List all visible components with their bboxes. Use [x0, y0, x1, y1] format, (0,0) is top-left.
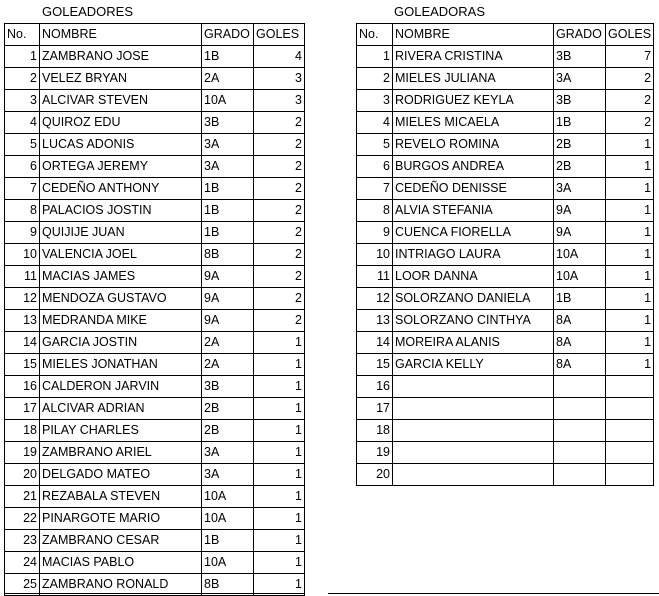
player-name: ORTEGA JEREMY	[40, 156, 202, 178]
row-number: 22	[5, 508, 40, 530]
row-number: 8	[5, 200, 40, 222]
row-number: 4	[5, 112, 40, 134]
grade-cell: 3A	[202, 134, 254, 156]
table-row	[5, 244, 305, 266]
row-number: 3	[5, 90, 40, 112]
player-name: ZAMBRANO JOSE	[40, 46, 202, 68]
table-row	[357, 332, 654, 354]
grade-cell: 2B	[554, 134, 606, 156]
bottom-divider-left	[4, 593, 304, 594]
goals-cell: 2	[254, 288, 305, 310]
goals-cell: 1	[254, 552, 305, 574]
table-row	[5, 464, 305, 486]
grade-cell: 2B	[202, 398, 254, 420]
row-number: 11	[357, 266, 393, 288]
grade-cell	[554, 420, 606, 442]
goals-cell: 1	[606, 244, 654, 266]
goals-cell: 2	[254, 178, 305, 200]
table-row	[5, 222, 305, 244]
grade-cell: 10A	[202, 90, 254, 112]
player-name: SOLORZANO CINTHYA	[393, 310, 554, 332]
table-row	[5, 354, 305, 376]
goals-cell: 1	[254, 530, 305, 552]
row-number: 20	[357, 464, 393, 486]
player-name: LOOR DANNA	[393, 266, 554, 288]
col-header-name: NOMBRE	[393, 24, 554, 46]
player-name: DELGADO MATEO	[40, 464, 202, 486]
goals-cell: 1	[254, 376, 305, 398]
table-row	[5, 530, 305, 552]
player-name	[393, 464, 554, 486]
grade-cell	[554, 442, 606, 464]
grade-cell: 8A	[554, 354, 606, 376]
row-number: 4	[357, 112, 393, 134]
player-name: QUIROZ EDU	[40, 112, 202, 134]
grade-cell: 1B	[202, 46, 254, 68]
goals-cell: 2	[606, 112, 654, 134]
col-header-name: NOMBRE	[40, 24, 202, 46]
grade-cell: 8B	[202, 244, 254, 266]
table-row	[357, 354, 654, 376]
player-name: GARCIA JOSTIN	[40, 332, 202, 354]
table-row	[5, 288, 305, 310]
goals-cell: 1	[254, 486, 305, 508]
player-name: ALVIA STEFANIA	[393, 200, 554, 222]
goals-cell: 4	[254, 46, 305, 68]
table-row	[5, 134, 305, 156]
goals-cell: 1	[606, 332, 654, 354]
player-name: ALCIVAR ADRIAN	[40, 398, 202, 420]
col-header-goals: GOLES	[606, 24, 654, 46]
grade-cell: 10A	[554, 266, 606, 288]
player-name: BURGOS ANDREA	[393, 156, 554, 178]
table-row	[357, 222, 654, 244]
player-name: QUIJIJE JUAN	[40, 222, 202, 244]
goals-cell: 2	[254, 112, 305, 134]
table-row	[357, 90, 654, 112]
player-name: MOREIRA ALANIS	[393, 332, 554, 354]
goals-cell: 2	[254, 244, 305, 266]
grade-cell: 9A	[554, 200, 606, 222]
goals-cell: 1	[606, 156, 654, 178]
row-number: 5	[5, 134, 40, 156]
player-name: MIELES MICAELA	[393, 112, 554, 134]
row-number: 18	[5, 420, 40, 442]
table-row	[357, 376, 654, 398]
grade-cell: 1B	[554, 288, 606, 310]
player-name: INTRIAGO LAURA	[393, 244, 554, 266]
table-row	[357, 420, 654, 442]
row-number: 3	[357, 90, 393, 112]
table-row	[5, 112, 305, 134]
goals-cell: 1	[254, 442, 305, 464]
grade-cell	[554, 398, 606, 420]
col-header-grade: GRADO	[202, 24, 254, 46]
grade-cell: 9A	[554, 222, 606, 244]
player-name	[393, 376, 554, 398]
table-row	[357, 310, 654, 332]
grade-cell: 8A	[554, 332, 606, 354]
row-number: 13	[5, 310, 40, 332]
grade-cell: 3B	[554, 90, 606, 112]
table-row	[357, 200, 654, 222]
row-number: 2	[357, 68, 393, 90]
player-name: CEDEÑO DENISSE	[393, 178, 554, 200]
table-row	[5, 420, 305, 442]
goals-cell: 1	[254, 354, 305, 376]
grade-cell: 10A	[202, 552, 254, 574]
row-number: 21	[5, 486, 40, 508]
goals-cell	[606, 376, 654, 398]
player-name: VALENCIA JOEL	[40, 244, 202, 266]
player-name: REVELO ROMINA	[393, 134, 554, 156]
table-row	[5, 398, 305, 420]
grade-cell: 8A	[554, 310, 606, 332]
grade-cell: 2B	[554, 156, 606, 178]
row-number: 24	[5, 552, 40, 574]
player-name	[393, 442, 554, 464]
player-name	[393, 420, 554, 442]
goals-cell: 1	[606, 288, 654, 310]
grade-cell: 1B	[202, 178, 254, 200]
player-name	[393, 398, 554, 420]
table-row	[5, 508, 305, 530]
grade-cell: 9A	[202, 310, 254, 332]
row-number: 1	[357, 46, 393, 68]
table-row	[5, 266, 305, 288]
grade-cell: 3B	[202, 112, 254, 134]
row-number: 16	[5, 376, 40, 398]
player-name: ZAMBRANO CESAR	[40, 530, 202, 552]
row-number: 20	[5, 464, 40, 486]
row-number: 17	[5, 398, 40, 420]
row-number: 15	[5, 354, 40, 376]
table-row	[357, 464, 654, 486]
header-row	[5, 24, 305, 46]
row-number: 25	[5, 574, 40, 596]
table-row	[357, 156, 654, 178]
header-row	[357, 24, 654, 46]
player-name: MIELES JULIANA	[393, 68, 554, 90]
player-name: RODRIGUEZ KEYLA	[393, 90, 554, 112]
player-name: CEDEÑO ANTHONY	[40, 178, 202, 200]
grade-cell: 2B	[202, 420, 254, 442]
row-number: 9	[357, 222, 393, 244]
table-row	[357, 244, 654, 266]
row-number: 16	[357, 376, 393, 398]
row-number: 9	[5, 222, 40, 244]
grade-cell: 1B	[202, 222, 254, 244]
row-number: 10	[357, 244, 393, 266]
goleadoras-table-body	[357, 24, 654, 486]
row-number: 13	[357, 310, 393, 332]
table-row	[357, 288, 654, 310]
table-row	[357, 112, 654, 134]
grade-cell: 1B	[202, 530, 254, 552]
goals-cell: 3	[254, 90, 305, 112]
table-row	[5, 486, 305, 508]
row-number: 7	[5, 178, 40, 200]
goals-cell: 2	[254, 134, 305, 156]
row-number: 12	[5, 288, 40, 310]
table-row	[357, 68, 654, 90]
grade-cell: 10A	[202, 508, 254, 530]
grade-cell: 3B	[554, 46, 606, 68]
player-name: ZAMBRANO RONALD	[40, 574, 202, 596]
grade-cell: 1B	[202, 200, 254, 222]
row-number: 12	[357, 288, 393, 310]
grade-cell: 9A	[202, 266, 254, 288]
row-number: 15	[357, 354, 393, 376]
goals-cell: 2	[254, 200, 305, 222]
row-number: 6	[357, 156, 393, 178]
player-name: VELEZ BRYAN	[40, 68, 202, 90]
goals-cell: 2	[606, 68, 654, 90]
row-number: 7	[357, 178, 393, 200]
col-header-grade: GRADO	[554, 24, 606, 46]
player-name: CALDERON JARVIN	[40, 376, 202, 398]
player-name: ZAMBRANO ARIEL	[40, 442, 202, 464]
row-number: 5	[357, 134, 393, 156]
player-name: MIELES JONATHAN	[40, 354, 202, 376]
row-number: 18	[357, 420, 393, 442]
table-row	[357, 134, 654, 156]
grade-cell: 2A	[202, 68, 254, 90]
grade-cell: 3A	[554, 178, 606, 200]
goals-cell: 1	[606, 200, 654, 222]
table-row	[5, 200, 305, 222]
goals-cell: 1	[606, 266, 654, 288]
table-row	[5, 442, 305, 464]
grade-cell: 10A	[554, 244, 606, 266]
goals-cell: 2	[254, 266, 305, 288]
goleadoras-table	[356, 23, 654, 486]
row-number: 2	[5, 68, 40, 90]
goals-cell: 1	[606, 134, 654, 156]
player-name: MEDRANDA MIKE	[40, 310, 202, 332]
row-number: 17	[357, 398, 393, 420]
row-number: 10	[5, 244, 40, 266]
row-number: 14	[357, 332, 393, 354]
table-row	[5, 332, 305, 354]
goals-cell: 1	[254, 574, 305, 596]
table-row	[357, 46, 654, 68]
table-row	[357, 398, 654, 420]
col-header-goals: GOLES	[254, 24, 305, 46]
goleadores-table	[4, 23, 305, 596]
goals-cell: 1	[254, 508, 305, 530]
grade-cell: 8B	[202, 574, 254, 596]
player-name: LUCAS ADONIS	[40, 134, 202, 156]
grade-cell: 3A	[554, 68, 606, 90]
goleadores-title: GOLEADORES	[42, 4, 134, 19]
player-name: PALACIOS JOSTIN	[40, 200, 202, 222]
player-name: SOLORZANO DANIELA	[393, 288, 554, 310]
player-name: MENDOZA GUSTAVO	[40, 288, 202, 310]
row-number: 11	[5, 266, 40, 288]
row-number: 19	[357, 442, 393, 464]
player-name: RIVERA CRISTINA	[393, 46, 554, 68]
table-row	[357, 442, 654, 464]
table-row	[5, 552, 305, 574]
goals-cell: 1	[254, 464, 305, 486]
row-number: 6	[5, 156, 40, 178]
grade-cell: 3B	[202, 376, 254, 398]
goals-cell: 1	[606, 354, 654, 376]
row-number: 23	[5, 530, 40, 552]
goals-cell: 1	[254, 332, 305, 354]
grade-cell	[554, 464, 606, 486]
col-header-no: No.	[357, 24, 393, 46]
grade-cell: 1B	[554, 112, 606, 134]
goals-cell: 1	[606, 178, 654, 200]
goals-cell: 1	[606, 310, 654, 332]
table-row	[5, 68, 305, 90]
goals-cell: 1	[254, 398, 305, 420]
player-name: GARCIA KELLY	[393, 354, 554, 376]
goleadoras-title: GOLEADORAS	[394, 4, 486, 19]
player-name: MACIAS JAMES	[40, 266, 202, 288]
player-name: PINARGOTE MARIO	[40, 508, 202, 530]
row-number: 8	[357, 200, 393, 222]
goals-cell	[606, 464, 654, 486]
bottom-divider-right	[328, 593, 659, 594]
table-row	[5, 310, 305, 332]
goals-cell: 2	[254, 156, 305, 178]
goals-cell: 1	[606, 222, 654, 244]
table-row	[5, 156, 305, 178]
grade-cell: 10A	[202, 486, 254, 508]
goals-cell: 7	[606, 46, 654, 68]
row-number: 14	[5, 332, 40, 354]
table-row	[5, 90, 305, 112]
table-row	[357, 178, 654, 200]
player-name: CUENCA FIORELLA	[393, 222, 554, 244]
table-row	[5, 178, 305, 200]
player-name: REZABALA STEVEN	[40, 486, 202, 508]
goals-cell	[606, 398, 654, 420]
table-row	[5, 376, 305, 398]
goals-cell: 3	[254, 68, 305, 90]
grade-cell: 3A	[202, 442, 254, 464]
table-row	[357, 266, 654, 288]
grade-cell: 2A	[202, 332, 254, 354]
player-name: ALCIVAR STEVEN	[40, 90, 202, 112]
grade-cell: 3A	[202, 464, 254, 486]
row-number: 19	[5, 442, 40, 464]
table-row	[5, 46, 305, 68]
goals-cell: 2	[606, 90, 654, 112]
grade-cell: 2A	[202, 354, 254, 376]
row-number: 1	[5, 46, 40, 68]
grade-cell: 9A	[202, 288, 254, 310]
goals-cell	[606, 442, 654, 464]
player-name: MACIAS PABLO	[40, 552, 202, 574]
grade-cell	[554, 376, 606, 398]
grade-cell: 3A	[202, 156, 254, 178]
goals-cell: 1	[254, 420, 305, 442]
goals-cell: 2	[254, 222, 305, 244]
player-name: PILAY CHARLES	[40, 420, 202, 442]
goleadores-table-body	[5, 24, 305, 596]
goals-cell	[606, 420, 654, 442]
goals-cell: 2	[254, 310, 305, 332]
col-header-no: No.	[5, 24, 40, 46]
